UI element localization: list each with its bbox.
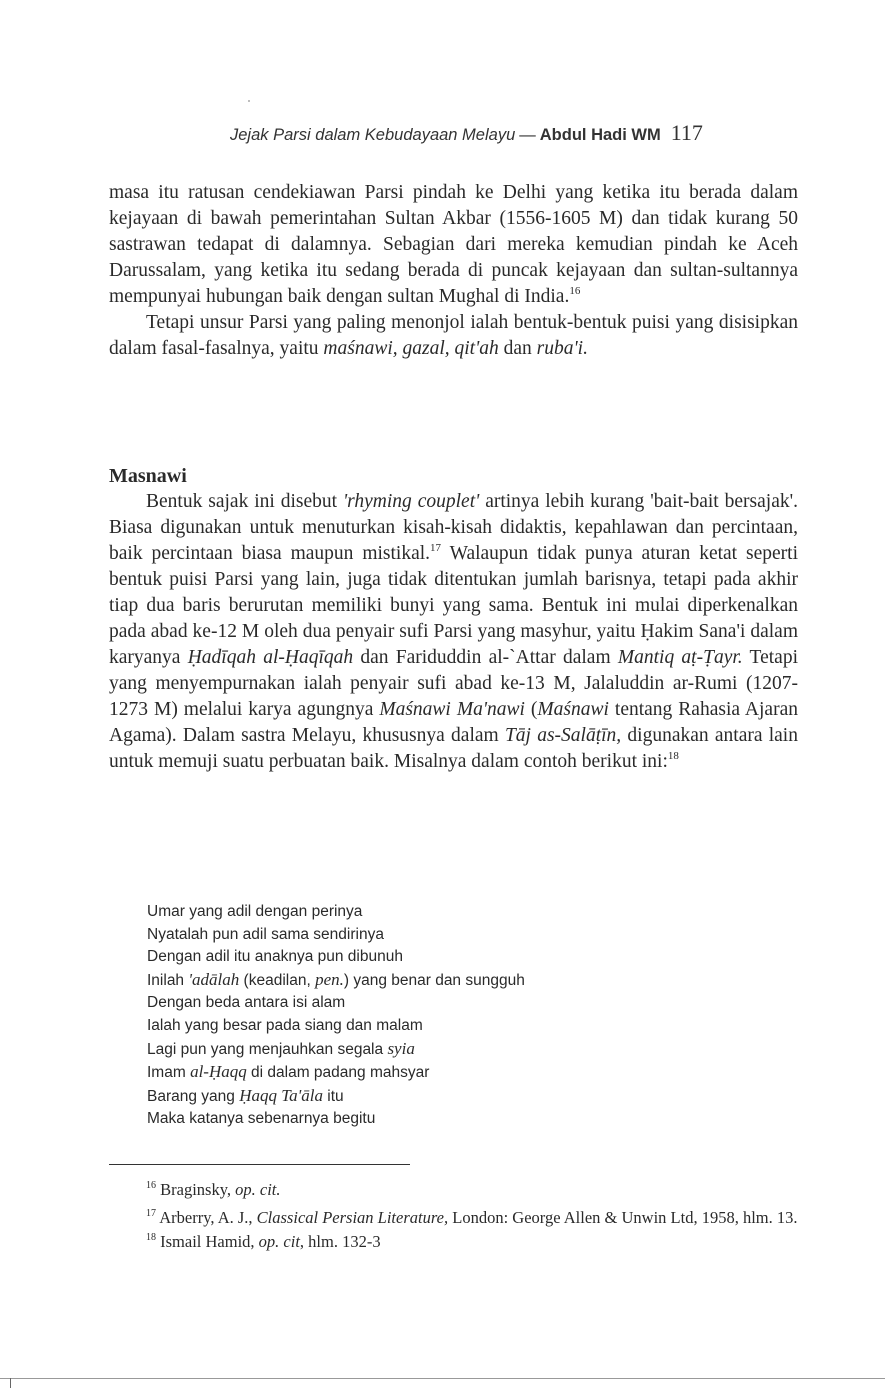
p3-italic-mantiq: Mantiq aṭ-Ṭayr.	[617, 647, 743, 668]
page-number: 117	[670, 120, 703, 145]
section-heading: Masnawi	[109, 465, 187, 487]
p3-text-d: dan Fariduddin al-`Attar dalam	[353, 647, 618, 668]
main-text	[109, 180, 798, 362]
p3-italic-masnawi: Maśnawi	[537, 699, 609, 720]
footnote-18-text-b: , hlm. 132-3	[299, 1232, 381, 1251]
paragraph-2	[109, 310, 798, 362]
masnawi-text	[109, 489, 798, 775]
footnote-16-italic: op. cit.	[235, 1180, 281, 1199]
poem-line-4-b: (keadilan,	[239, 971, 316, 989]
p3-text-g: tentang Rahasia Ajaran Agama). Dalam sastra Melayu, khususnya dalam	[109, 699, 798, 746]
p2-text-b: dan	[498, 338, 537, 359]
poem-line-4-italic-pen: pen.	[315, 969, 344, 989]
poem-line-8	[147, 1061, 747, 1085]
running-header	[230, 120, 796, 154]
p3-italic-rhyming: 'rhyming couplet'	[342, 491, 480, 512]
p3-text-a: Bentuk sajak ini disebut	[146, 491, 343, 512]
poem-line-4	[147, 969, 747, 993]
poem-line-4-a: Inilah	[147, 971, 189, 989]
poem-line-8-a: Imam	[147, 1064, 191, 1082]
poem-line-7-italic: syia	[387, 1038, 415, 1058]
footnote-17-number: 17	[146, 1208, 156, 1219]
poem-line-7-a: Lagi pun yang menjauhkan segala	[147, 1040, 388, 1058]
poem-line-6: Ialah yang besar pada siang dan malam	[147, 1016, 423, 1034]
poem-line-9-b: itu	[323, 1087, 344, 1105]
poem-line-1: Umar yang adil dengan perinya	[147, 903, 363, 920]
footnote-16	[109, 1178, 798, 1202]
poem-line-3: Dengan adil itu anaknya pun dibunuh	[147, 948, 403, 966]
footnote-16-text: Braginsky,	[156, 1180, 236, 1199]
p3-italic-taj: Tāj as-Salāṭīn,	[504, 725, 622, 746]
p3-text-b: artinya lebih kurang 'bait-bait bersajak'. Biasa digunakan untuk menuturkan kisah-kisah didaktis, kepahlawan dan percintaan, baik percintaan biasa maupun mistikal.	[109, 491, 798, 564]
poem-quote	[147, 901, 747, 1131]
poem-line-4-italic: 'adālah	[188, 969, 240, 989]
poem-line-9-a: Barang yang	[147, 1087, 240, 1105]
footnote-ref-16: 16	[569, 285, 581, 297]
poem-line-4-c: ) yang benar dan sungguh	[343, 971, 525, 989]
poem-line-10: Maka katanya sebenarnya begitu	[147, 1110, 376, 1128]
poem-line-2: Nyatalah pun adil sama sendirinya	[147, 925, 384, 943]
footnote-18-italic: op. cit	[258, 1232, 300, 1251]
paragraph-1-text: masa itu ratusan cendekiawan Parsi pindah ke Delhi yang ketika itu berada dalam kejayaan di bawah pemerintahan Sultan Akbar (1556-1605 M) dan tidak kurang 50 sastrawan tedapat di dalamnya. Sebagian dari mereka kemudian pindah ke Aceh Darussalam, yang ketika itu sedang berada di puncak kejayaan dan sultan-sultannya mempunyai hubungan baik dengan sultan Mughal di India.	[109, 182, 798, 307]
scan-bottom-edge	[0, 1378, 885, 1379]
p3-text-e: Tetapi yang menyempurnakan ialah penyair sufi abad ke-13 M, Jalaluddin ar-Rumi (1207-1273 M) melalui karya agungnya	[109, 647, 798, 720]
footnote-17-italic: Classical Persian Literature,	[256, 1208, 449, 1227]
footnote-17-text-b: London: George Allen & Unwin Ltd, 1958, hlm. 13.	[448, 1208, 798, 1227]
p3-italic-hadiqah: Ḥadīqah al-Ḥaqīqah	[187, 647, 354, 668]
p3-italic-masnawi-manawi: Maśnawi Ma'nawi	[379, 699, 525, 720]
footnote-17-text: Arberry, A. J.,	[156, 1208, 257, 1227]
footnote-18-number: 18	[146, 1232, 156, 1243]
p3-text-f: (	[524, 699, 538, 720]
poem-line-8-b: di dalam padang mahsyar	[246, 1064, 430, 1082]
p2-italic-forms: maśnawi, gazal, qit'ah	[323, 338, 499, 359]
p2-text-a: Tetapi unsur Parsi yang paling menonjol ialah bentuk-bentuk puisi yang disisipkan dalam fasal-fasalnya, yaitu	[109, 312, 798, 359]
running-title: Jejak Parsi dalam Kebudayaan Melayu	[230, 126, 516, 144]
poem-line-5: Dengan beda antara isi alam	[147, 994, 346, 1012]
footnotes	[109, 1178, 798, 1254]
header-author: Abdul Hadi WM	[539, 126, 661, 144]
paragraph-1	[109, 180, 798, 310]
p3-text-h: digunakan antara lain untuk memuji suatu perbuatan baik. Misalnya dalam contoh berikut ini:	[109, 725, 798, 772]
poem-line-9-italic: Ḥaqq Ta'āla	[239, 1085, 323, 1105]
scan-speck	[248, 100, 250, 102]
footnote-16-number: 16	[146, 1180, 156, 1191]
p2-italic-rubai: ruba'i.	[536, 338, 588, 359]
footnote-ref-18: 18	[667, 750, 679, 762]
scan-edge-tick	[10, 1378, 11, 1388]
poem-line-8-italic: al-Ḥaqq	[190, 1062, 247, 1082]
poem-line-7	[147, 1038, 747, 1062]
footnote-rule	[109, 1164, 410, 1165]
header-dash: —	[519, 126, 536, 144]
paragraph-3	[109, 489, 798, 775]
footnote-17	[109, 1206, 798, 1230]
poem-line-9	[147, 1085, 747, 1109]
p3-text-c: Walaupun tidak punya aturan ketat seperti bentuk puisi Parsi yang lain, juga tidak ditentukan jumlah barisnya, tetapi pada akhir tiap dua baris berurutan memiliki bunyi yang sama. Bentuk ini mulai diperkenalkan pada abad ke-12 M oleh dua penyair sufi Parsi yang masyhur, yaitu Ḥakim Sana'i dalam karyanya	[109, 543, 798, 668]
footnote-ref-17: 17	[430, 542, 442, 554]
footnote-18-text: Ismail Hamid,	[156, 1232, 259, 1251]
footnote-18	[109, 1230, 798, 1254]
